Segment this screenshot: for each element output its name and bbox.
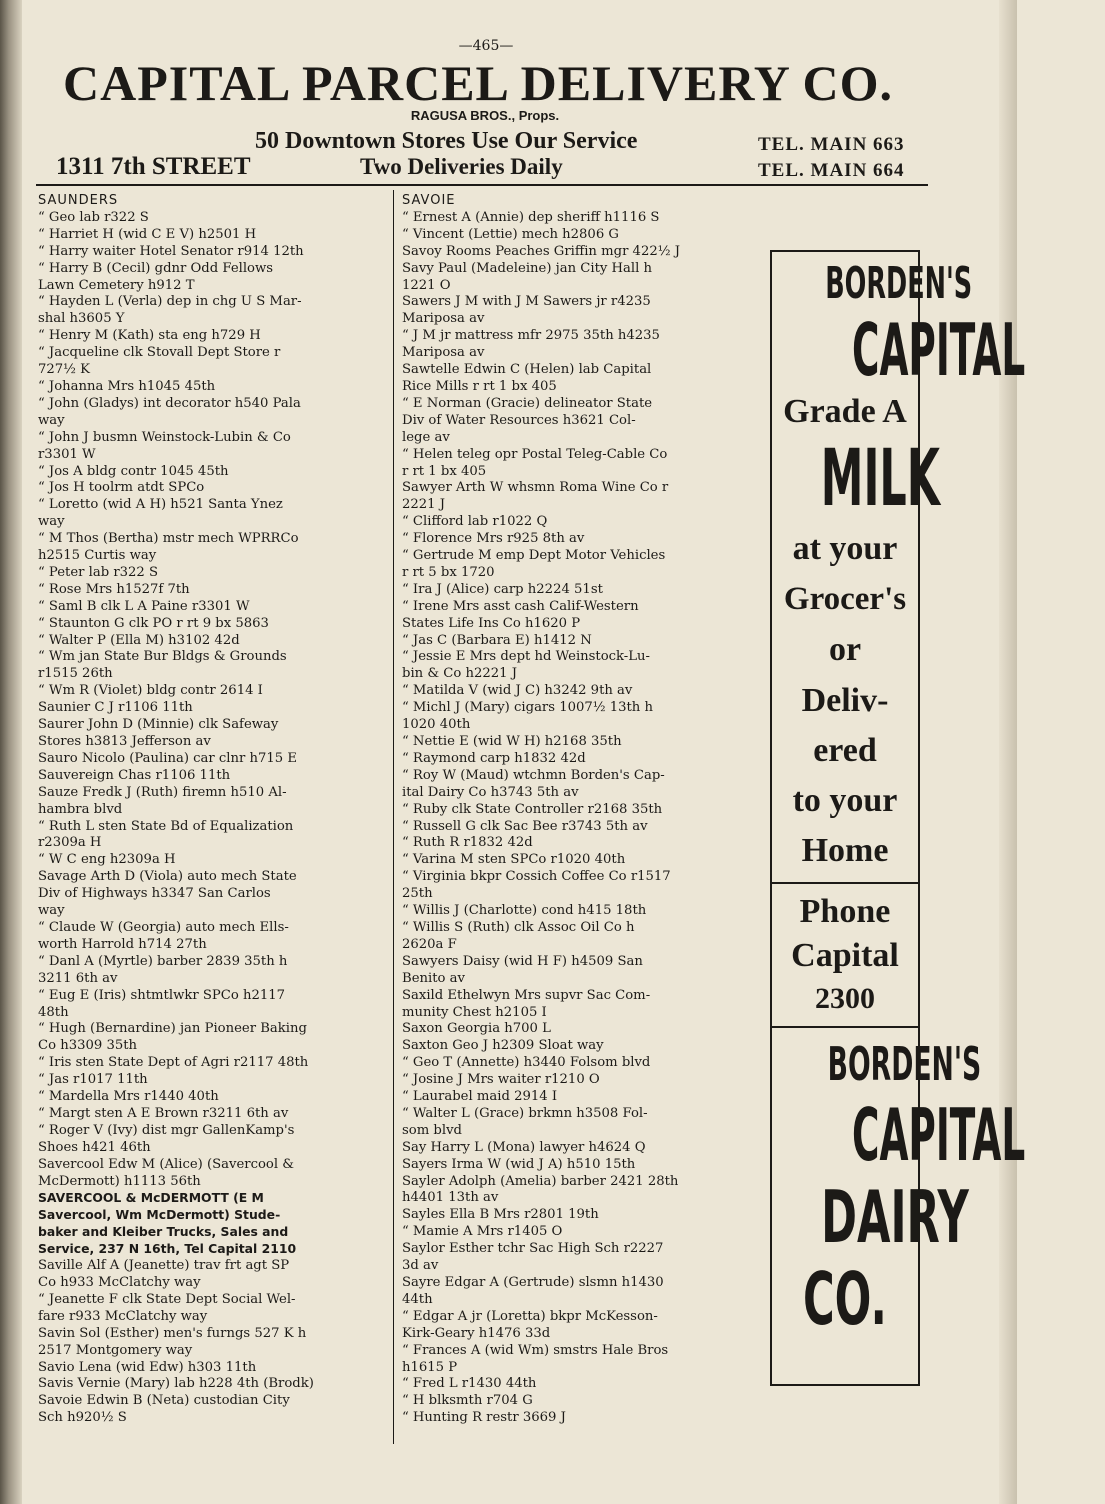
directory-entry: “ Peter lab r322 S [38,564,159,580]
directory-entry: “ Loretto (wid A H) h521 Santa Ynez [38,497,283,513]
directory-entry: “ Rose Mrs h1527f 7th [38,581,190,597]
directory-entry: Savis Vernie (Mary) lab h228 4th (Brodk) [38,1376,314,1392]
directory-entry: “ W C eng h2309a H [38,852,176,868]
ad-line-4: Deliv- [801,682,889,719]
directory-entry: Kirk-Geary h1476 33d [402,1325,551,1341]
directory-entry: “ Walter P (Ella M) h3102 42d [38,632,240,648]
ad-line-6: to your [792,782,898,819]
directory-entry: r rt 1 bx 405 [402,463,487,479]
directory-entry: Div of Water Resources h3621 Col- [402,412,636,428]
directory-entry: “ Varina M sten SPCo r1020 40th [402,852,626,868]
directory-entry: “ John (Gladys) int decorator h540 Pala [38,395,301,411]
directory-entry: Sch h920½ S [38,1410,127,1426]
page-edge [999,0,1017,1504]
ad-company-1: BORDEN'S [827,1037,982,1091]
directory-entry: 2517 Montgomery way [38,1342,193,1358]
directory-entry: “ Jeanette F clk State Dept Social Wel- [38,1291,296,1307]
directory-entry: Saylor Esther tchr Sac High Sch r2227 [402,1241,664,1257]
directory-entry: “ Jacqueline clk Stovall Dept Store r [38,345,281,361]
directory-entry: r2309a H [38,835,102,851]
directory-entry: Savercool, Wm McDermott) Stude- [38,1207,281,1223]
directory-entry: bin & Co h2221 J [402,666,518,682]
ad-line-7: Home [801,832,889,869]
ad-company-4: CO. [803,1257,887,1341]
directory-entry: “ Jas C (Barbara E) h1412 N [402,632,592,648]
directory-entry: Saxon Georgia h700 L [402,1021,551,1037]
directory-entry: “ Michl J (Mary) cigars 1007½ 13th h [402,700,653,716]
directory-entry: ital Dairy Co h3743 5th av [402,784,579,800]
directory-entry: “ Raymond carp h1832 42d [402,750,586,766]
directory-entry: Sayers Irma W (wid J A) h510 15th [402,1156,636,1172]
directory-entry: “ Roger V (Ivy) dist mgr GallenKamp's [38,1122,295,1138]
ad-line-1: at your [792,530,898,567]
borden-advertisement [770,250,1026,1386]
directory-entry: “ Mamie A Mrs r1405 O [402,1224,563,1240]
directory-entry: “ Henry M (Kath) sta eng h729 H [38,328,261,344]
directory-entry: SAVERCOOL & McDERMOTT (E M [38,1190,264,1206]
proprietors: RAGUSA BROS., Props. [410,108,560,123]
directory-entry: 1020 40th [402,717,471,733]
directory-entry: “ Jos A bldg contr 1045 45th [38,463,229,479]
directory-entry: Sauze Fredk J (Ruth) firemn h510 Al- [38,784,287,800]
directory-entry: Savin Sol (Esther) men's furngs 527 K h [38,1325,307,1341]
directory-entry: Sayles Ella B Mrs r2801 19th [402,1207,599,1223]
directory-entry: 2221 J [402,497,446,513]
directory-entry: hambra blvd [38,801,123,817]
directory-entry: “ Saml B clk L A Paine r3301 W [38,598,250,614]
directory-entry: “ Harriet H (wid C E V) h2501 H [38,226,257,242]
directory-entry: Savio Lena (wid Edw) h303 11th [38,1359,257,1375]
directory-entry: Service, 237 N 16th, Tel Capital 2110 [38,1241,297,1257]
ad-company-2: CAPITAL [851,1093,1026,1177]
directory-entry: “ Ira J (Alice) carp h2224 51st [402,581,603,597]
deliveries: Two Deliveries Daily [360,154,563,179]
directory-entry: “ J M jr mattress mfr 2975 35th h4235 [402,328,660,344]
directory-entry: h2515 Curtis way [38,548,157,564]
column-divider [393,190,394,1444]
directory-entry: “ Margt sten A E Brown r3211 6th av [38,1105,289,1121]
directory-entry: “ Ruth L sten State Bd of Equalization [38,818,294,834]
directory-entry: “ Willis S (Ruth) clk Assoc Oil Co h [402,919,635,935]
directory-entry: 3d av [402,1258,439,1274]
directory-entry: “ Eug E (Iris) shtmtlwkr SPCo h2117 [38,987,286,1003]
directory-entry: worth Harrold h714 27th [38,936,207,952]
ad-phone-exchange: Capital [791,937,899,974]
directory-entry: Sawtelle Edwin C (Helen) lab Capital [402,362,652,378]
directory-entry: “ Roy W (Maud) wtchmn Borden's Cap- [402,767,665,783]
ad-phone-number: 2300 [815,982,875,1015]
directory-entry: “ Hugh (Bernardine) jan Pioneer Baking [38,1021,307,1037]
company-title: CAPITAL PARCEL DELIVERY CO. [63,55,893,111]
directory-entry: “ Florence Mrs r925 8th av [402,531,585,547]
directory-entry: Shoes h421 46th [38,1139,151,1155]
directory-entry: “ Harry B (Cecil) gdnr Odd Fellows [38,260,274,276]
directory-entry: “ Harry waiter Hotel Senator r914 12th [38,243,304,259]
directory-entry: Savy Paul (Madeleine) jan City Hall h [402,260,653,276]
directory-entry: Lawn Cemetery h912 T [38,277,195,293]
directory-entry: Mariposa av [402,311,485,327]
slogan: 50 Downtown Stores Use Our Service [255,128,638,154]
directory-entry: Savercool Edw M (Alice) (Savercool & [38,1156,295,1172]
directory-entry: som blvd [402,1122,462,1138]
directory-entry: “ Helen teleg opr Postal Teleg-Cable Co [402,446,668,462]
directory-entry: “ Laurabel maid 2914 I [402,1089,558,1105]
directory-entry: Sawyer Arth W whsmn Roma Wine Co r [402,480,669,496]
ad-phone-label: Phone [799,893,891,930]
directory-entry: Saurer John D (Minnie) clk Safeway [38,717,279,733]
directory-entry: baker and Kleiber Trucks, Sales and [38,1224,289,1240]
directory-entry: “ Wm jan State Bur Bldgs & Grounds [38,649,287,665]
address: 1311 7th STREET [56,153,251,180]
directory-entry: “ Jos H toolrm atdt SPCo [38,480,205,496]
directory-entry: Say Harry L (Mona) lawyer h4624 Q [402,1139,646,1155]
directory-entry: “ Ruby clk State Controller r2168 35th [402,801,663,817]
directory-entry: “ E Norman (Gracie) delineator State [402,395,653,411]
directory-entry: 2620a F [402,936,457,952]
directory-entry: “ Virginia bkpr Cossich Coffee Co r1517 [402,869,671,885]
directory-entry: Sawers J M with J M Sawers jr r4235 [402,294,651,310]
directory-entry: “ Ernest A (Annie) dep sheriff h1116 S [402,209,660,225]
directory-entry: Sayre Edgar A (Gertrude) slsmn h1430 [402,1275,664,1290]
ad-grade: Grade A [783,393,907,430]
directory-entry: “ Hayden L (Verla) dep in chg U S Mar- [38,294,302,310]
directory-entry: 25th [402,886,433,902]
directory-entry: Savage Arth D (Viola) auto mech State [38,869,297,885]
directory-entry: Savoie Edwin B (Neta) custodian City [38,1393,290,1409]
directory-entry: Sauvereign Chas r1106 11th [38,767,231,783]
directory-entry: h4401 13th av [402,1190,499,1206]
ad-brand-word: CAPITAL [851,308,1026,392]
directory-entry: “ H blksmth r704 G [402,1393,533,1409]
directory-entry: “ M Thos (Bertha) mstr mech WPRRCo [38,531,299,547]
directory-entry: Saxild Ethelwyn Mrs supvr Sac Com- [402,987,651,1003]
directory-entry: “ Walter L (Grace) brkmn h3508 Fol- [402,1105,648,1121]
ad-line-2: Grocer's [783,581,907,617]
directory-entry: 48th [38,1004,69,1020]
directory-entry: shal h3605 Y [38,311,125,327]
directory-entry: munity Chest h2105 I [402,1004,547,1020]
directory-entry: “ Danl A (Myrtle) barber 2839 35th h [38,953,288,969]
directory-entry: Rice Mills r rt 1 bx 405 [402,378,557,394]
header-rule [36,184,928,186]
directory-entry: lege av [402,429,450,445]
directory-entry: Benito av [402,970,465,986]
ad-divider-2 [772,1026,918,1028]
directory-entry: way [38,412,65,428]
directory-entry: fare r933 McClatchy way [38,1308,208,1324]
directory-column-left [38,193,390,1427]
ad-brand-top: BORDEN'S [825,258,973,309]
ad-product: MILK [820,434,941,524]
directory-entry: “ Edgar A jr (Loretta) bkpr McKesson- [402,1308,658,1324]
directory-entry: way [38,514,65,530]
directory-entry: “ Fred L r1430 44th [402,1376,537,1392]
directory-column-right [402,193,764,1427]
directory-entry: “ Clifford lab r1022 Q [402,514,548,530]
directory-entry: Div of Highways h3347 San Carlos [38,886,271,902]
directory-entry: “ Mardella Mrs r1440 40th [38,1089,219,1105]
directory-entry: “ Nettie E (wid W H) h2168 35th [402,734,622,749]
ad-company-3: DAIRY [821,1175,969,1259]
directory-entry: “ Russell G clk Sac Bee r3743 5th av [402,818,648,834]
directory-entry: 3211 6th av [38,970,118,986]
directory-entry: “ Irene Mrs asst cash Calif-Western [402,598,639,614]
directory-entry: “ Claude W (Georgia) auto mech Ells- [38,919,289,935]
directory-entry: way [38,903,65,919]
directory-entry: 727½ K [38,362,90,378]
phone-2: TEL. MAIN 664 [758,160,905,181]
directory-entry: SAUNDERS [38,193,119,208]
directory-entry: “ Geo T (Annette) h3440 Folsom blvd [402,1055,651,1071]
directory-entry: “ Johanna Mrs h1045 45th [38,378,216,394]
directory-entry: “ Wm R (Violet) bldg contr 2614 I [38,683,263,699]
directory-entry: h1615 P [402,1359,458,1375]
directory-entry: States Life Ins Co h1620 P [402,615,581,631]
book-binding-shadow [0,0,22,1504]
directory-entry: Co h3309 35th [38,1038,138,1054]
page-number: —465— [458,38,514,54]
directory-entry: 1221 O [402,277,451,293]
directory-entry: “ Gertrude M emp Dept Motor Vehicles [402,548,666,564]
directory-entry: Saxton Geo J h2309 Sloat way [402,1038,604,1054]
directory-entry: “ Hunting R restr 3669 J [402,1410,566,1426]
directory-entry: “ Vincent (Lettie) mech h2806 G [402,226,619,242]
directory-entry: Sayler Adolph (Amelia) barber 2421 28th [402,1173,679,1189]
directory-entry: Sawyers Daisy (wid H F) h4509 San [402,953,643,969]
directory-entry: Co h933 McClatchy way [38,1275,201,1290]
directory-entry: Sauro Nicolo (Paulina) car clnr h715 E [38,750,297,766]
directory-entry: “ Jessie E Mrs dept hd Weinstock-Lu- [402,649,650,665]
directory-entry: McDermott) h1113 56th [38,1173,201,1189]
directory-entry: Stores h3813 Jefferson av [38,734,211,749]
ad-line-5: ered [813,732,877,769]
directory-entry: r rt 5 bx 1720 [402,564,495,580]
directory-entry: Saville Alf A (Jeanette) trav frt agt SP [38,1258,290,1274]
directory-entry: “ Willis J (Charlotte) cond h415 18th [402,903,647,919]
directory-entry: “ Frances A (wid Wm) smstrs Hale Bros [402,1342,669,1358]
directory-entry: “ Iris sten State Dept of Agri r2117 48th [38,1055,309,1071]
ad-divider-1 [772,882,918,884]
phone-1: TEL. MAIN 663 [758,134,905,155]
directory-entry: “ Josine J Mrs waiter r1210 O [402,1072,600,1088]
directory-entry: “ Jas r1017 11th [38,1072,148,1088]
directory-entry: Savoy Rooms Peaches Griffin mgr 422½ J [402,243,680,259]
directory-entry: 44th [402,1291,433,1307]
directory-entry: r1515 26th [38,666,113,682]
directory-entry: “ Geo lab r322 S [38,209,149,225]
directory-entry: “ Ruth R r1832 42d [402,835,533,851]
directory-entry: Saunier C J r1106 11th [38,700,193,716]
ad-line-3: or [828,631,862,668]
directory-entry: r3301 W [38,446,96,462]
directory-entry: SAVOIE [402,193,456,208]
directory-entry: “ Staunton G clk PO r rt 9 bx 5863 [38,615,269,631]
directory-entry: “ Matilda V (wid J C) h3242 9th av [402,683,633,699]
directory-entry: “ John J busmn Weinstock-Lubin & Co [38,429,291,445]
directory-entry: Mariposa av [402,345,485,361]
